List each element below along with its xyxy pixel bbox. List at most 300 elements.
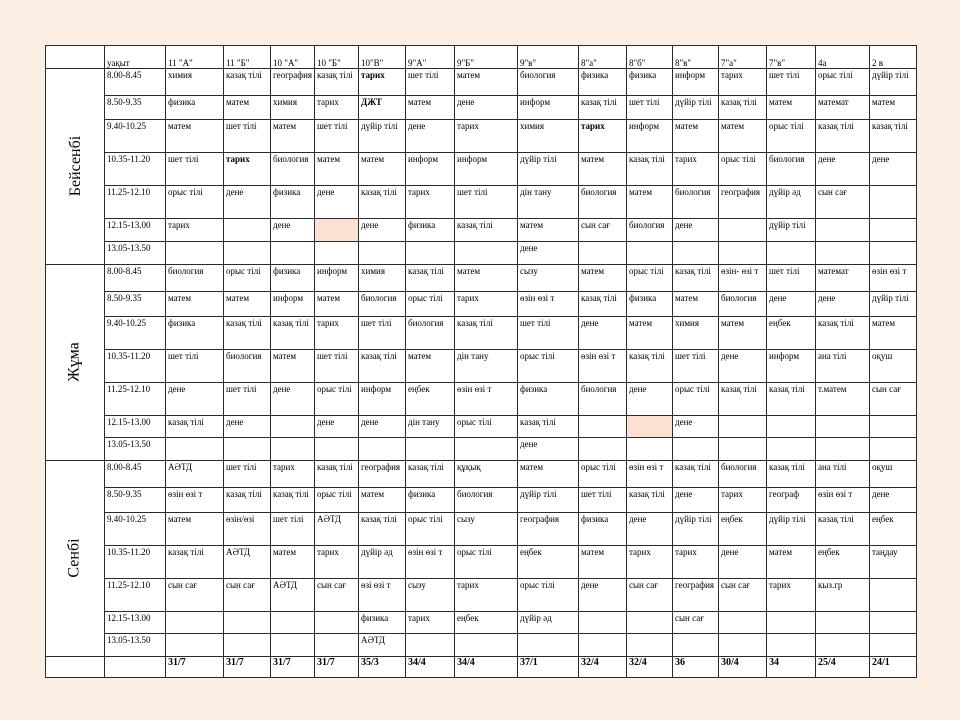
- lesson-cell: [673, 242, 719, 265]
- time-cell: 9.40-10.25: [105, 316, 166, 349]
- lesson-cell: биология: [579, 382, 627, 415]
- lesson-cell: казақ тілі: [816, 512, 870, 545]
- header-class: 10"В": [359, 46, 406, 69]
- lesson-cell: дене: [719, 349, 767, 382]
- lesson-cell: казақ тілі: [579, 291, 627, 316]
- lesson-cell: шет тілі: [315, 120, 359, 153]
- lesson-cell: сын сағ: [627, 578, 673, 611]
- lesson-cell: казақ тілі: [870, 120, 917, 153]
- lesson-cell: дүйір тілі: [518, 153, 579, 186]
- lesson-cell: орыс тілі: [673, 382, 719, 415]
- lesson-cell: биология: [271, 153, 315, 186]
- lesson-cell: физика: [406, 487, 455, 512]
- lesson-cell: информ: [315, 264, 359, 291]
- lesson-cell: тарих: [224, 153, 271, 186]
- totals-row: [46, 657, 917, 678]
- lesson-cell: физика: [359, 611, 406, 634]
- lesson-cell: [627, 634, 673, 657]
- lesson-cell: дене: [816, 291, 870, 316]
- lesson-cell: казақ тілі: [579, 95, 627, 120]
- lesson-cell: дене: [870, 153, 917, 186]
- lesson-cell: информ: [627, 120, 673, 153]
- lesson-cell: [719, 242, 767, 265]
- lesson-cell: [406, 438, 455, 461]
- lesson-cell: шет тілі: [455, 186, 518, 219]
- lesson-cell: [224, 219, 271, 242]
- total-cell: 36: [673, 657, 719, 678]
- header-class: 8"а": [579, 46, 627, 69]
- lesson-cell: [224, 611, 271, 634]
- lesson-cell: тарих: [455, 120, 518, 153]
- day-label: [46, 264, 105, 460]
- time-cell: 9.40-10.25: [105, 512, 166, 545]
- total-cell: 35/3: [359, 657, 406, 678]
- lesson-cell: сын сағ: [166, 578, 224, 611]
- lesson-cell: [870, 634, 917, 657]
- lesson-cell: тарих: [455, 578, 518, 611]
- lesson-cell: тарих: [719, 487, 767, 512]
- lesson-cell: казақ тілі: [406, 461, 455, 488]
- lesson-cell: орыс тілі: [315, 382, 359, 415]
- lesson-cell: информ: [455, 153, 518, 186]
- header-class: 9"в": [518, 46, 579, 69]
- lesson-cell: оқуш: [870, 461, 917, 488]
- lesson-cell: матем: [271, 120, 315, 153]
- lesson-cell: орыс тілі: [719, 153, 767, 186]
- lesson-cell: матем: [673, 291, 719, 316]
- lesson-cell: [271, 242, 315, 265]
- lesson-cell: [579, 415, 627, 438]
- lesson-cell: казақ тілі: [359, 186, 406, 219]
- time-cell: 8.00-8.45: [105, 68, 166, 95]
- lesson-cell: [627, 438, 673, 461]
- lesson-cell: дүйір тілі: [870, 68, 917, 95]
- lesson-cell: [271, 415, 315, 438]
- lesson-cell: еңбек: [870, 512, 917, 545]
- header-class: 9"А": [406, 46, 455, 69]
- lesson-cell: еңбек: [767, 316, 816, 349]
- lesson-cell: орыс тілі: [518, 349, 579, 382]
- time-cell: 12.15-13.00: [105, 219, 166, 242]
- lesson-cell: тарих: [315, 95, 359, 120]
- time-cell: 8.00-8.45: [105, 461, 166, 488]
- total-cell: 24/1: [870, 657, 917, 678]
- lesson-cell: кыз.гр: [816, 578, 870, 611]
- lesson-cell: [166, 242, 224, 265]
- lesson-cell: дене: [359, 415, 406, 438]
- lesson-cell: физика: [406, 219, 455, 242]
- lesson-cell: география: [359, 461, 406, 488]
- lesson-cell: орыс тілі: [406, 291, 455, 316]
- time-cell: 10.35-11.20: [105, 545, 166, 578]
- lesson-cell: дене: [315, 186, 359, 219]
- lesson-cell: [315, 219, 359, 242]
- lesson-cell: матем: [166, 291, 224, 316]
- lesson-cell: орыс тілі: [627, 264, 673, 291]
- lesson-cell: матем: [579, 153, 627, 186]
- lesson-cell: [816, 242, 870, 265]
- lesson-cell: химия: [673, 316, 719, 349]
- lesson-cell: [455, 634, 518, 657]
- lesson-cell: [271, 634, 315, 657]
- lesson-cell: казақ тілі: [455, 219, 518, 242]
- lesson-cell: өзін өзі т: [816, 487, 870, 512]
- totals-blank: [46, 657, 105, 678]
- lesson-cell: казақ тілі: [166, 415, 224, 438]
- lesson-cell: шет тілі: [767, 264, 816, 291]
- header-class: 8"б": [627, 46, 673, 69]
- time-cell: 11.25-12.10: [105, 186, 166, 219]
- time-cell: 12.15-13.00: [105, 611, 166, 634]
- total-cell: 32/4: [579, 657, 627, 678]
- lesson-cell: казақ тілі: [224, 68, 271, 95]
- lesson-cell: [455, 438, 518, 461]
- lesson-cell: казақ тілі: [224, 487, 271, 512]
- lesson-cell: информ: [518, 95, 579, 120]
- lesson-cell: шет тілі: [767, 68, 816, 95]
- lesson-cell: өзін өзі т: [455, 382, 518, 415]
- lesson-cell: дене: [224, 415, 271, 438]
- lesson-cell: дене: [271, 382, 315, 415]
- time-cell: 11.25-12.10: [105, 382, 166, 415]
- lesson-cell: дене: [455, 95, 518, 120]
- time-cell: 12.15-13.00: [105, 415, 166, 438]
- lesson-cell: дене: [719, 545, 767, 578]
- lesson-cell: биология: [579, 186, 627, 219]
- lesson-cell: тарих: [271, 461, 315, 488]
- lesson-cell: дене: [406, 120, 455, 153]
- lesson-cell: матем: [224, 95, 271, 120]
- lesson-cell: тарих: [359, 68, 406, 95]
- lesson-cell: [224, 634, 271, 657]
- lesson-cell: казақ тілі: [627, 487, 673, 512]
- lesson-cell: ана тілі: [816, 349, 870, 382]
- schedule-row: [46, 349, 917, 382]
- lesson-cell: шет тілі: [166, 349, 224, 382]
- lesson-cell: шет тілі: [518, 316, 579, 349]
- lesson-cell: [315, 242, 359, 265]
- lesson-cell: [767, 611, 816, 634]
- lesson-cell: [271, 438, 315, 461]
- time-cell: 13.05-13.50: [105, 634, 166, 657]
- lesson-cell: матем: [767, 95, 816, 120]
- lesson-cell: [579, 242, 627, 265]
- lesson-cell: таңдау: [870, 545, 917, 578]
- lesson-cell: [870, 578, 917, 611]
- lesson-cell: [406, 242, 455, 265]
- lesson-cell: казақ тілі: [406, 264, 455, 291]
- lesson-cell: матем: [455, 68, 518, 95]
- lesson-cell: [579, 634, 627, 657]
- day-name: Жұма: [65, 342, 83, 382]
- lesson-cell: дүйір әд: [767, 186, 816, 219]
- header-class: 7"а": [719, 46, 767, 69]
- lesson-cell: химия: [166, 68, 224, 95]
- lesson-cell: [627, 415, 673, 438]
- lesson-cell: [455, 242, 518, 265]
- schedule-row: [46, 186, 917, 219]
- lesson-cell: математ: [816, 264, 870, 291]
- time-cell: 10.35-11.20: [105, 153, 166, 186]
- lesson-cell: дене: [166, 382, 224, 415]
- lesson-cell: АӘТД: [315, 512, 359, 545]
- lesson-cell: сызу: [455, 512, 518, 545]
- lesson-cell: матем: [406, 95, 455, 120]
- schedule-row: [46, 634, 917, 657]
- total-cell: 34: [767, 657, 816, 678]
- lesson-cell: тарих: [406, 186, 455, 219]
- lesson-cell: казақ тілі: [719, 382, 767, 415]
- lesson-cell: өзін өзі т: [166, 487, 224, 512]
- lesson-cell: тарих: [166, 219, 224, 242]
- lesson-cell: шет тілі: [224, 120, 271, 153]
- lesson-cell: дене: [673, 415, 719, 438]
- time-cell: 13.05-13.50: [105, 242, 166, 265]
- lesson-cell: [767, 242, 816, 265]
- day-name: Сенбі: [66, 538, 83, 578]
- lesson-cell: [816, 415, 870, 438]
- lesson-cell: өзін өзі т: [627, 461, 673, 488]
- lesson-cell: [579, 438, 627, 461]
- lesson-cell: [816, 611, 870, 634]
- lesson-cell: казақ тілі: [627, 153, 673, 186]
- lesson-cell: физика: [271, 186, 315, 219]
- lesson-cell: [673, 438, 719, 461]
- lesson-cell: [271, 611, 315, 634]
- lesson-cell: [816, 219, 870, 242]
- lesson-cell: матем: [224, 291, 271, 316]
- total-cell: 34/4: [455, 657, 518, 678]
- lesson-cell: дүйір тілі: [767, 512, 816, 545]
- header-corner: [46, 46, 105, 69]
- lesson-cell: АӘТД: [224, 545, 271, 578]
- lesson-cell: еңбек: [719, 512, 767, 545]
- lesson-cell: дүйір тілі: [359, 120, 406, 153]
- lesson-cell: дене: [579, 578, 627, 611]
- lesson-cell: дене: [673, 487, 719, 512]
- lesson-cell: дене: [518, 242, 579, 265]
- lesson-cell: АӘТД: [359, 634, 406, 657]
- lesson-cell: [315, 634, 359, 657]
- lesson-cell: дүйір әд: [359, 545, 406, 578]
- lesson-cell: [870, 415, 917, 438]
- lesson-cell: казақ тілі: [224, 316, 271, 349]
- lesson-cell: казақ тілі: [271, 487, 315, 512]
- lesson-cell: дене: [870, 487, 917, 512]
- header-row: [46, 46, 917, 69]
- lesson-cell: [518, 634, 579, 657]
- lesson-cell: казақ тілі: [816, 120, 870, 153]
- lesson-cell: шет тілі: [627, 95, 673, 120]
- lesson-cell: т.матем: [816, 382, 870, 415]
- lesson-cell: сын сағ: [870, 382, 917, 415]
- lesson-cell: казақ тілі: [166, 545, 224, 578]
- lesson-cell: шет тілі: [673, 349, 719, 382]
- lesson-cell: орыс тілі: [518, 578, 579, 611]
- lesson-cell: [627, 242, 673, 265]
- lesson-cell: [579, 611, 627, 634]
- lesson-cell: дене: [816, 153, 870, 186]
- lesson-cell: [816, 438, 870, 461]
- schedule-row: [46, 487, 917, 512]
- total-cell: 34/4: [406, 657, 455, 678]
- lesson-cell: [359, 438, 406, 461]
- lesson-cell: казақ тілі: [767, 382, 816, 415]
- schedule-row: [46, 95, 917, 120]
- lesson-cell: география: [518, 512, 579, 545]
- lesson-cell: дене: [627, 382, 673, 415]
- lesson-cell: матем: [518, 219, 579, 242]
- lesson-cell: [870, 611, 917, 634]
- lesson-cell: тарих: [719, 68, 767, 95]
- lesson-cell: орыс тілі: [224, 264, 271, 291]
- lesson-cell: дүйір тілі: [518, 487, 579, 512]
- lesson-cell: матем: [406, 349, 455, 382]
- lesson-cell: [315, 438, 359, 461]
- lesson-cell: матем: [627, 316, 673, 349]
- header-class: 9"Б": [455, 46, 518, 69]
- lesson-cell: орыс тілі: [166, 186, 224, 219]
- lesson-cell: сын сағ: [315, 578, 359, 611]
- header-class: 2 в: [870, 46, 917, 69]
- lesson-cell: информ: [406, 153, 455, 186]
- lesson-cell: химия: [359, 264, 406, 291]
- lesson-cell: өзін өзі т: [870, 264, 917, 291]
- lesson-cell: [315, 611, 359, 634]
- lesson-cell: тарих: [579, 120, 627, 153]
- lesson-cell: матем: [166, 512, 224, 545]
- lesson-cell: [870, 438, 917, 461]
- lesson-cell: тарих: [406, 611, 455, 634]
- lesson-cell: матем: [579, 545, 627, 578]
- lesson-cell: шет тілі: [579, 487, 627, 512]
- lesson-cell: [719, 634, 767, 657]
- lesson-cell: шет тілі: [406, 68, 455, 95]
- lesson-cell: биология: [166, 264, 224, 291]
- lesson-cell: казақ тілі: [673, 264, 719, 291]
- lesson-cell: [719, 219, 767, 242]
- lesson-cell: [816, 634, 870, 657]
- lesson-cell: биология: [224, 349, 271, 382]
- lesson-cell: казақ тілі: [767, 461, 816, 488]
- total-cell: 37/1: [518, 657, 579, 678]
- lesson-cell: казақ тілі: [719, 95, 767, 120]
- lesson-cell: биология: [406, 316, 455, 349]
- lesson-cell: сын сағ: [579, 219, 627, 242]
- lesson-cell: [406, 634, 455, 657]
- lesson-cell: тарих: [455, 291, 518, 316]
- lesson-cell: шет тілі: [166, 153, 224, 186]
- lesson-cell: биология: [518, 68, 579, 95]
- lesson-cell: өзін/өзі: [224, 512, 271, 545]
- lesson-cell: казақ тілі: [816, 316, 870, 349]
- lesson-cell: матем: [271, 545, 315, 578]
- lesson-cell: өзін- өзі т: [719, 264, 767, 291]
- time-cell: 8.00-8.45: [105, 264, 166, 291]
- total-cell: 31/7: [224, 657, 271, 678]
- lesson-cell: өзін өзі т: [406, 545, 455, 578]
- lesson-cell: матем: [315, 153, 359, 186]
- lesson-cell: казақ тілі: [518, 415, 579, 438]
- lesson-cell: [166, 634, 224, 657]
- lesson-cell: казақ тілі: [315, 461, 359, 488]
- lesson-cell: дене: [359, 219, 406, 242]
- day-label: [46, 68, 105, 264]
- header-class: 11 "Б": [224, 46, 271, 69]
- lesson-cell: географ: [767, 487, 816, 512]
- time-cell: 10.35-11.20: [105, 349, 166, 382]
- schedule-row: [46, 68, 917, 95]
- lesson-cell: матем: [271, 349, 315, 382]
- lesson-cell: сын сағ: [816, 186, 870, 219]
- schedule-row: [46, 512, 917, 545]
- lesson-cell: матем: [455, 264, 518, 291]
- lesson-cell: казақ тілі: [271, 316, 315, 349]
- lesson-cell: дене: [518, 438, 579, 461]
- lesson-cell: тарих: [315, 545, 359, 578]
- lesson-cell: дүйір әд: [518, 611, 579, 634]
- lesson-cell: дүйір тілі: [870, 291, 917, 316]
- header-class: 7"в": [767, 46, 816, 69]
- lesson-cell: матем: [767, 545, 816, 578]
- day-name: Бейсенбі: [67, 135, 85, 196]
- schedule-row: [46, 578, 917, 611]
- time-cell: 11.25-12.10: [105, 578, 166, 611]
- lesson-cell: тарих: [627, 545, 673, 578]
- lesson-cell: орыс тілі: [406, 512, 455, 545]
- lesson-cell: информ: [271, 291, 315, 316]
- lesson-cell: физика: [166, 316, 224, 349]
- lesson-cell: [627, 611, 673, 634]
- lesson-cell: орыс тілі: [816, 68, 870, 95]
- total-cell: 25/4: [816, 657, 870, 678]
- lesson-cell: сын сағ: [719, 578, 767, 611]
- schedule-row: [46, 120, 917, 153]
- lesson-cell: ДЖТ: [359, 95, 406, 120]
- lesson-cell: орыс тілі: [767, 120, 816, 153]
- lesson-cell: матем: [870, 95, 917, 120]
- lesson-cell: орыс тілі: [315, 487, 359, 512]
- schedule-row: [46, 611, 917, 634]
- lesson-cell: физика: [579, 68, 627, 95]
- lesson-cell: дене: [579, 316, 627, 349]
- lesson-cell: [767, 415, 816, 438]
- lesson-cell: дене: [673, 219, 719, 242]
- total-cell: 32/4: [627, 657, 673, 678]
- header-class: 8"в": [673, 46, 719, 69]
- header-class: 10 "А": [271, 46, 315, 69]
- lesson-cell: география: [719, 186, 767, 219]
- lesson-cell: [767, 634, 816, 657]
- lesson-cell: дене: [224, 186, 271, 219]
- lesson-cell: орыс тілі: [455, 415, 518, 438]
- lesson-cell: тарих: [673, 153, 719, 186]
- lesson-cell: матем: [518, 461, 579, 488]
- lesson-cell: дін тану: [518, 186, 579, 219]
- lesson-cell: еңбек: [816, 545, 870, 578]
- time-cell: 13.05-13.50: [105, 438, 166, 461]
- schedule-row: [46, 219, 917, 242]
- lesson-cell: сын сағ: [673, 611, 719, 634]
- lesson-cell: сын сағ: [224, 578, 271, 611]
- lesson-cell: [719, 611, 767, 634]
- lesson-cell: матем: [719, 316, 767, 349]
- lesson-cell: [870, 186, 917, 219]
- lesson-cell: матем: [673, 120, 719, 153]
- lesson-cell: шет тілі: [224, 382, 271, 415]
- lesson-cell: орыс тілі: [455, 545, 518, 578]
- lesson-cell: сызу: [518, 264, 579, 291]
